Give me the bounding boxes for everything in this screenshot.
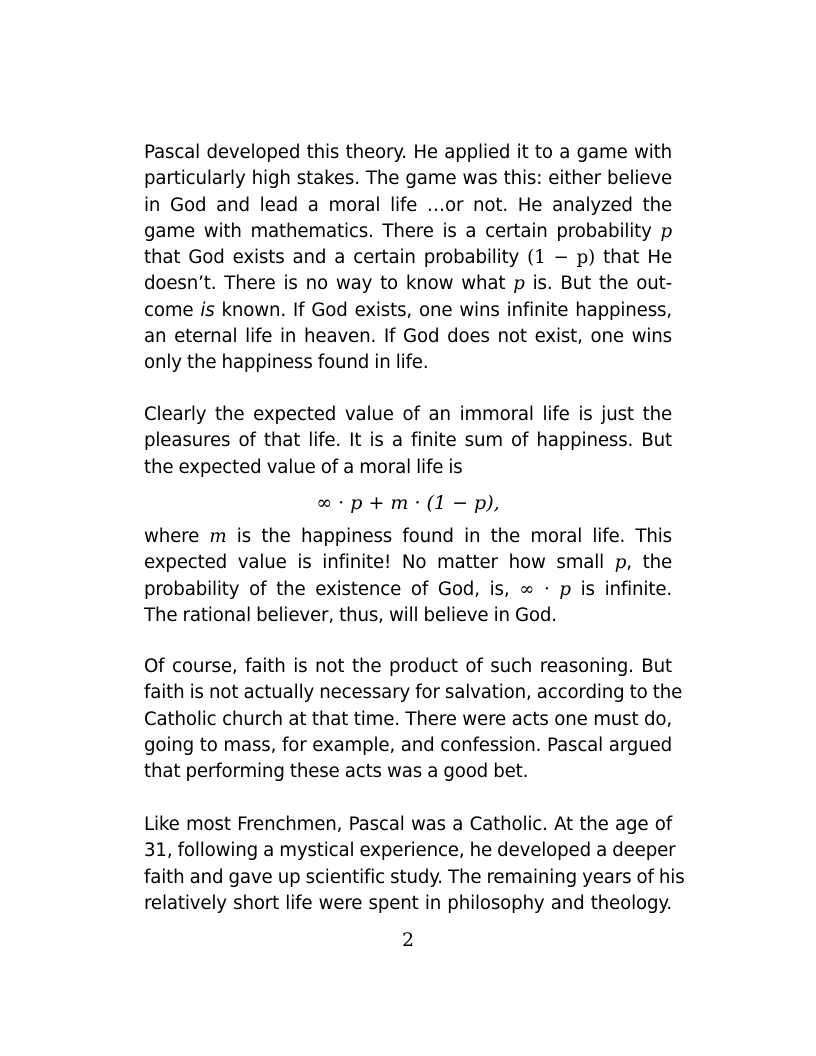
text-run: Catholic church at that time. There were acts one must do, bbox=[144, 708, 672, 730]
text-line bbox=[144, 245, 672, 271]
text-line bbox=[144, 891, 672, 917]
text-run: probability of the existence of God, is, bbox=[144, 578, 520, 600]
text-run: is. But the out- bbox=[524, 273, 673, 295]
text-run: , the bbox=[626, 552, 672, 574]
text-line bbox=[144, 759, 672, 785]
text-line bbox=[144, 838, 676, 864]
text-run: where bbox=[144, 526, 210, 547]
text-line bbox=[144, 680, 683, 706]
text-run: 31, following a mystical experience, he developed a deeper bbox=[144, 840, 676, 862]
display-equation bbox=[144, 490, 672, 516]
text-line bbox=[144, 577, 672, 603]
math-expression-one-minus-p: (1 − p) bbox=[527, 247, 596, 269]
text-line bbox=[144, 524, 672, 550]
text-run: known. If God exists, one wins infinite happiness, bbox=[214, 299, 672, 321]
text-line bbox=[144, 550, 672, 576]
paragraph-pascal-theory bbox=[144, 140, 672, 377]
math-variable-m: m bbox=[209, 526, 227, 547]
math-variable-p: p bbox=[660, 220, 672, 242]
text-run: that He bbox=[595, 247, 672, 269]
text-run: the expected value of a moral life is bbox=[144, 456, 463, 478]
text-line bbox=[144, 707, 672, 733]
text-run: faith and gave up scientific study. The remaining years of his bbox=[144, 866, 685, 888]
text-run: particularly high stakes. The game was this: either believe bbox=[144, 168, 672, 190]
text-run: only the happiness found in life. bbox=[144, 352, 429, 374]
text-line bbox=[144, 428, 672, 454]
text-line bbox=[144, 298, 672, 324]
paragraph-faith bbox=[144, 654, 683, 785]
page-number: 2 bbox=[401, 929, 415, 951]
equation-text: ∞ · p + m · (1 − p), bbox=[316, 492, 500, 514]
text-run: Like most Frenchmen, Pascal was a Catholic. At the age of bbox=[144, 814, 672, 835]
paragraph-where-m bbox=[144, 524, 672, 629]
text-line bbox=[144, 402, 672, 428]
text-line bbox=[144, 603, 672, 629]
text-run: is infinite. bbox=[570, 578, 672, 600]
text-line bbox=[144, 166, 672, 192]
text-run: Clearly the expected value of an immoral life is just the bbox=[144, 404, 672, 425]
text-line bbox=[144, 733, 672, 759]
text-run: come bbox=[144, 299, 201, 321]
text-run: doesn’t. There is no way to know what bbox=[144, 273, 514, 295]
text-run: Of course, faith is not the product of such reasoning. But bbox=[144, 656, 672, 677]
text-line bbox=[144, 350, 672, 376]
math-expression-infinity-times-p: ∞ · p bbox=[519, 578, 571, 600]
text-line bbox=[144, 324, 672, 350]
text-run: Pascal developed this theory. He applied it to a game with bbox=[144, 142, 672, 163]
text-run: faith is not actually necessary for salvation, according to the bbox=[144, 682, 683, 704]
text-run: expected value is infinite! No matter how small bbox=[144, 552, 615, 574]
text-run: pleasures of that life. It is a finite sum of happiness. But bbox=[144, 430, 672, 452]
text-line bbox=[144, 455, 672, 481]
text-line bbox=[144, 654, 672, 680]
text-run: The rational believer, thus, will believe in God. bbox=[144, 604, 557, 626]
text-line bbox=[144, 140, 672, 166]
text-run: going to mass, for example, and confession. Pascal argued bbox=[144, 734, 672, 756]
text-run: that God exists and a certain probability bbox=[144, 247, 528, 269]
text-run: that performing these acts was a good bet. bbox=[144, 761, 529, 783]
text-line bbox=[144, 193, 672, 219]
paragraph-biography bbox=[144, 812, 685, 917]
text-line bbox=[144, 219, 672, 245]
text-run: an eternal life in heaven. If God does not exist, one wins bbox=[144, 326, 672, 348]
emphasis-is: is bbox=[200, 299, 215, 321]
text-run: is the happiness found in the moral life. This bbox=[226, 526, 672, 547]
text-run: relatively short life were spent in philosophy and theology. bbox=[144, 892, 672, 914]
text-line bbox=[144, 865, 685, 891]
text-run: game with mathematics. There is a certain probability bbox=[144, 220, 661, 242]
math-variable-p: p bbox=[513, 273, 525, 295]
paragraph-expected-value bbox=[144, 402, 672, 481]
math-variable-p: p bbox=[614, 552, 627, 574]
text-line bbox=[144, 812, 672, 838]
text-run: in God and lead a moral life …or not. He analyzed the bbox=[144, 194, 672, 216]
text-line bbox=[144, 271, 672, 297]
